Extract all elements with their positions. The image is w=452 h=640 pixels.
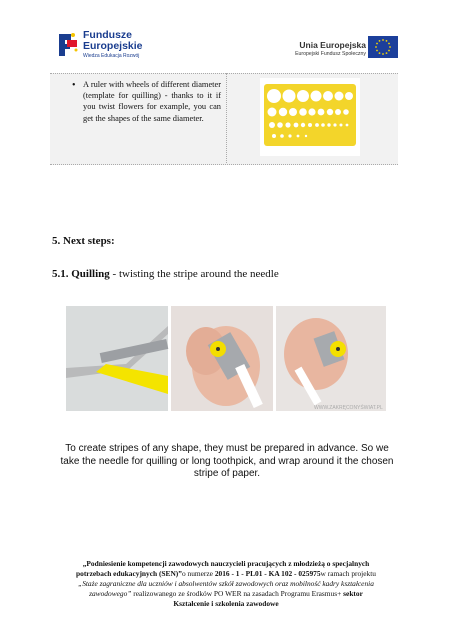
footer-line4c: sektor xyxy=(343,589,363,598)
quilling-photos-illustration xyxy=(66,306,386,411)
section-heading: 5. Next steps: xyxy=(52,235,115,247)
photo-watermark: WWW.ZAKRĘCONYŚWIAT.PL xyxy=(314,405,383,411)
subsection-heading xyxy=(52,268,279,280)
eu-flag-icon xyxy=(368,36,398,58)
subsection-number: 5.1. Quilling xyxy=(52,268,110,280)
project-footer xyxy=(45,559,407,609)
ue-subtitle: Europejski Fundusz Społeczny xyxy=(295,51,366,57)
fe-title-line1: Fundusze xyxy=(83,29,132,41)
bullet-marker: • xyxy=(72,80,76,91)
table-column-divider xyxy=(226,73,227,163)
fe-subtitle: Wiedza Edukacja Rozwój xyxy=(83,53,140,59)
quilling-photos xyxy=(66,306,386,411)
footer-line3: „Staże zagraniczne dla uczniów i absolwentów szkół zawodowych oraz mobilność kadry kształcenia xyxy=(78,579,374,588)
ue-title: Unia Europejska xyxy=(299,40,366,50)
ruler-description: A ruler with wheels of different diameter (template for quilling) - thanks to it if you twist flowers for example, you can get the shapes of the same diameter. xyxy=(83,80,221,123)
footer-line2d: w ramach projektu xyxy=(320,569,376,578)
fe-flag-icon xyxy=(57,30,79,58)
subsection-text: - twisting the stripe around the needle xyxy=(109,268,279,280)
footer-line2c: 2016 - 1 - PL01 - KA 102 - 025975 xyxy=(214,569,321,578)
footer-line5: Kształcenie i szkolenia zawodowe xyxy=(173,599,279,608)
footer-line2a: potrzebach edukacyjnych (SEN)” xyxy=(76,569,182,578)
quilling-ruler-image xyxy=(260,78,360,156)
footer-line1: „Podniesienie kompetencji zawodowych nauczycieli pracujących z młodzieżą o specjalnych xyxy=(82,559,370,568)
fe-title-line2: Europejskie xyxy=(83,40,143,52)
footer-line4b: realizowanego ze środków PO WER na zasadach Programu Erasmus+ xyxy=(131,589,344,598)
fundusze-europejskie-logo xyxy=(57,30,167,66)
quilling-caption: To create stripes of any shape, they must be prepared in advance. So we take the needle for quilling or long toothpick, and wrap around it the chosen stripe of paper. xyxy=(60,443,394,479)
footer-line4a: zawodowego” xyxy=(89,589,132,598)
ruler-icon xyxy=(260,78,360,156)
footer-line2b: o numerze xyxy=(181,569,215,578)
